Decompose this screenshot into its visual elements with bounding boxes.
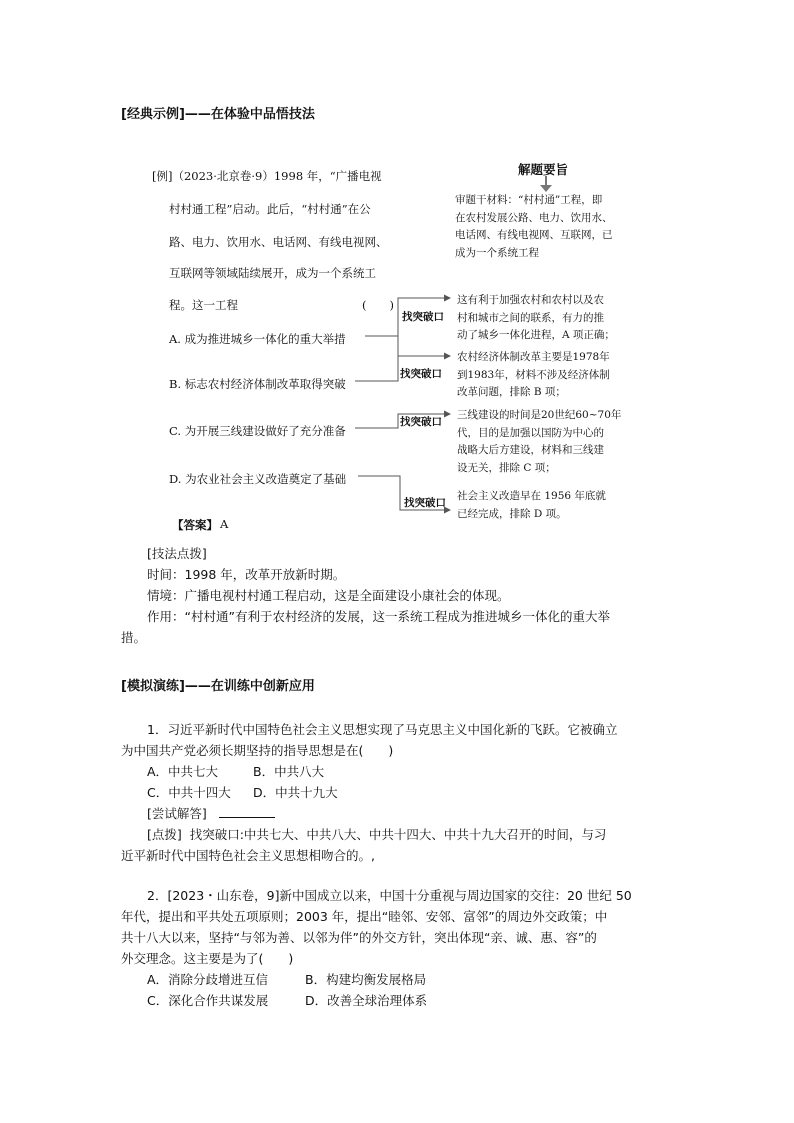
- breakthrough-label-b: 找突破口: [400, 368, 442, 380]
- connector-a: [365, 298, 450, 362]
- q1-option-b: B．中共八大: [253, 764, 325, 779]
- answer-bracket: ( ): [362, 298, 394, 312]
- breakthrough-label-d: 找突破口: [404, 497, 446, 509]
- analysis-header: 解题要旨: [518, 162, 569, 177]
- example-option-c: C. 为开展三线建设做好了充分准备: [169, 424, 346, 438]
- tips-line-effect-cont: 措。: [121, 630, 147, 645]
- q1-option-a: A．中共七大: [147, 764, 219, 779]
- q1-option-d: D．中共十九大: [253, 785, 338, 800]
- q1-option-c: C．中共十四大: [147, 785, 231, 800]
- section-title-practice: [模拟演练]——在训练中创新应用: [121, 679, 315, 694]
- header-down-arrow: [540, 176, 552, 192]
- example-stem-line-3: 路、电力、饮用水、电话网、有线电视网、: [169, 235, 388, 249]
- q1-line-2: 为中国共产党必须长期坚持的指导思想是在( ): [121, 743, 394, 758]
- material-note: 审题干材料：“村村通”工程，即 在农村发展公路、电力、饮用水、 电话网、有线电视网、互联网，已 成为一个系统工程: [455, 194, 613, 259]
- tips-line-effect: 作用：“村村通”有利于农村经济的发展，这一系统工程成为推进城乡一体化的重大举: [147, 609, 610, 624]
- analysis-note-b: 农村经济体制改革主要是1978年 到1983年，材料不涉及经济体制 改革问题，排除 B 项；: [457, 351, 610, 398]
- q2-option-c: C．深化合作共谋发展: [147, 993, 269, 1008]
- q1-hint-line-2: 近平新时代中国特色社会主义思想相吻合的。,: [121, 848, 375, 863]
- analysis-note-d: 社会主义改造早在 1956 年底就 已经完成，排除 D 项。: [457, 490, 606, 520]
- analysis-note-c: 三线建设的时间是20世纪60~70年 代，目的是加强以国防为中心的 战略大后方建设，材料和三线建 设无关，排除 C 项；: [457, 409, 622, 474]
- q2-line-2: 年代，提出和平共处五项原则；2003 年，提出“睦邻、安邻、富邻”的周边外交政策；中: [121, 909, 608, 924]
- q2-line-3: 共十八大以来，坚持“与邻为善、以邻为伴”的外交方针，突出体现“亲、诚、惠、容”的: [121, 930, 597, 945]
- example-stem-line-2: 村村通工程”启动。此后，“村村通”在公: [169, 202, 371, 216]
- q2-option-b: B．构建均衡发展格局: [305, 972, 427, 987]
- breakthrough-label-a: 找突破口: [402, 311, 444, 323]
- example-option-d: D. 为农业社会主义改造奠定了基础: [169, 472, 347, 486]
- q2-line-1: 2．[2023・山东卷，9]新中国成立以来，中国十分重视与周边国家的交往：20 世纪 50: [147, 888, 632, 903]
- example-option-b: B. 标志农村经济体制改革取得突破: [169, 377, 346, 391]
- answer-value: A: [220, 517, 229, 531]
- breakthrough-label-c: 找突破口: [400, 416, 442, 428]
- q1-line-1: 1．习近平新时代中国特色社会主义思想实现了马克思主义中国化新的飞跃。它被确立: [147, 722, 618, 737]
- example-option-a: A. 成为推进城乡一体化的重大举措: [169, 332, 346, 346]
- q1-try-answer: [尝试解答]: [147, 803, 275, 824]
- q2-line-4: 外交理念。这主要是为了( ): [121, 951, 294, 966]
- example-stem-line-5: 程。这一工程: [169, 298, 238, 312]
- answer-blank[interactable]: [219, 816, 275, 818]
- q2-option-d: D．改善全球治理体系: [305, 993, 428, 1008]
- section-title-classic-example: [经典示例]——在体验中品悟技法: [121, 107, 315, 122]
- example-stem-line-4: 互联网等领域陆续展开，成为一个系统工: [169, 266, 376, 280]
- answer-label: 【答案】: [172, 518, 218, 532]
- analysis-note-a: 这有利于加强农村和农村以及农 村和城市之间的联系，有力的推 动了城乡一体化进程，A 项正确；: [457, 294, 615, 341]
- q2-option-a: A．消除分歧增进互信: [147, 972, 269, 987]
- tips-title: [技法点拨]: [147, 546, 207, 561]
- q1-hint-line-1: [点拨] 找突破口:中共七大、中共八大、中共十四大、中共十九大召开的时间，与习: [147, 827, 607, 842]
- tips-line-context: 情境：广播电视村村通工程启动，这是全面建设小康社会的体现。: [147, 588, 510, 603]
- example-stem-line-1: [例]（2023·北京卷·9）1998 年，“广播电视: [152, 169, 382, 183]
- tips-line-time: 时间：1998 年，改革开放新时期。: [147, 567, 346, 582]
